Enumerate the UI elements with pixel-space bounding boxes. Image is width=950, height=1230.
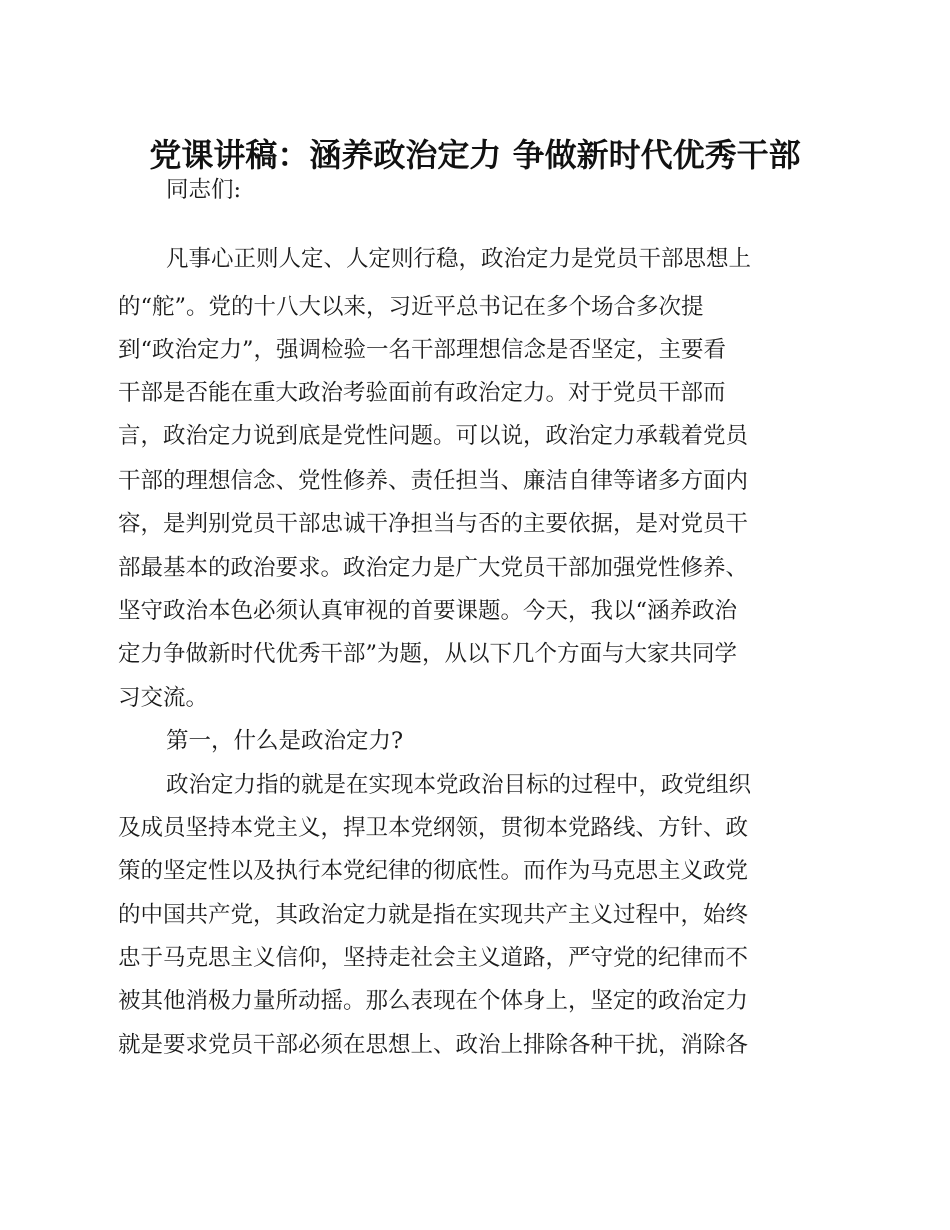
paragraph-line: 政治定力指的就是在实现本党政治目标的过程中，政党组织 [166, 772, 752, 798]
paragraph-line: 言，政治定力说到底是党性问题。可以说，政治定力承载着党员 [118, 423, 749, 449]
salutation-line: 同志们: [166, 177, 242, 203]
paragraph-line: 干部是否能在重大政治考验面前有政治定力。对于党员干部而 [118, 380, 726, 406]
paragraph-line: 部最基本的政治要求。政治定力是广大党员干部加强党性修养、 [118, 555, 749, 581]
paragraph-line: 容，是判别党员干部忠诚干净担当与否的主要依据，是对党员干 [118, 511, 749, 537]
paragraph-line: 的中国共产党，其政治定力就是指在实现共产主义过程中，始终 [118, 902, 749, 928]
paragraph-line: 忠于马克思主义信仰，坚持走社会主义道路，严守党的纪律而不 [118, 945, 749, 971]
document-title: 党课讲稿：涵养政治定力 争做新时代优秀干部 [149, 136, 801, 174]
section-heading: 第一，什么是政治定力? [166, 728, 404, 754]
paragraph-line: 凡事心正则人定、人定则行稳，政治定力是党员干部思想上 [166, 246, 752, 272]
paragraph-line: 策的坚定性以及执行本党纪律的彻底性。而作为马克思主义政党 [118, 858, 749, 884]
paragraph-line: 及成员坚持本党主义，捍卫本党纲领，贯彻本党路线、方针、政 [118, 815, 749, 841]
paragraph-line: 到“政治定力”，强调检验一名干部理想信念是否坚定，主要看 [118, 337, 727, 363]
paragraph-line: 的“舵”。党的十八大以来，习近平总书记在多个场合多次提 [118, 294, 704, 320]
paragraph-line: 被其他消极力量所动摇。那么表现在个体身上，坚定的政治定力 [118, 988, 749, 1014]
paragraph-line: 就是要求党员干部必须在思想上、政治上排除各种干扰，消除各 [118, 1032, 749, 1058]
paragraph-line: 习交流。 [118, 685, 209, 711]
paragraph-line: 定力争做新时代优秀干部”为题，从以下几个方面与大家共同学 [118, 641, 738, 667]
paragraph-line: 坚守政治本色必须认真审视的首要课题。今天，我以“涵养政治 [118, 598, 738, 624]
paragraph-line: 干部的理想信念、党性修养、责任担当、廉洁自律等诸多方面内 [118, 468, 749, 494]
